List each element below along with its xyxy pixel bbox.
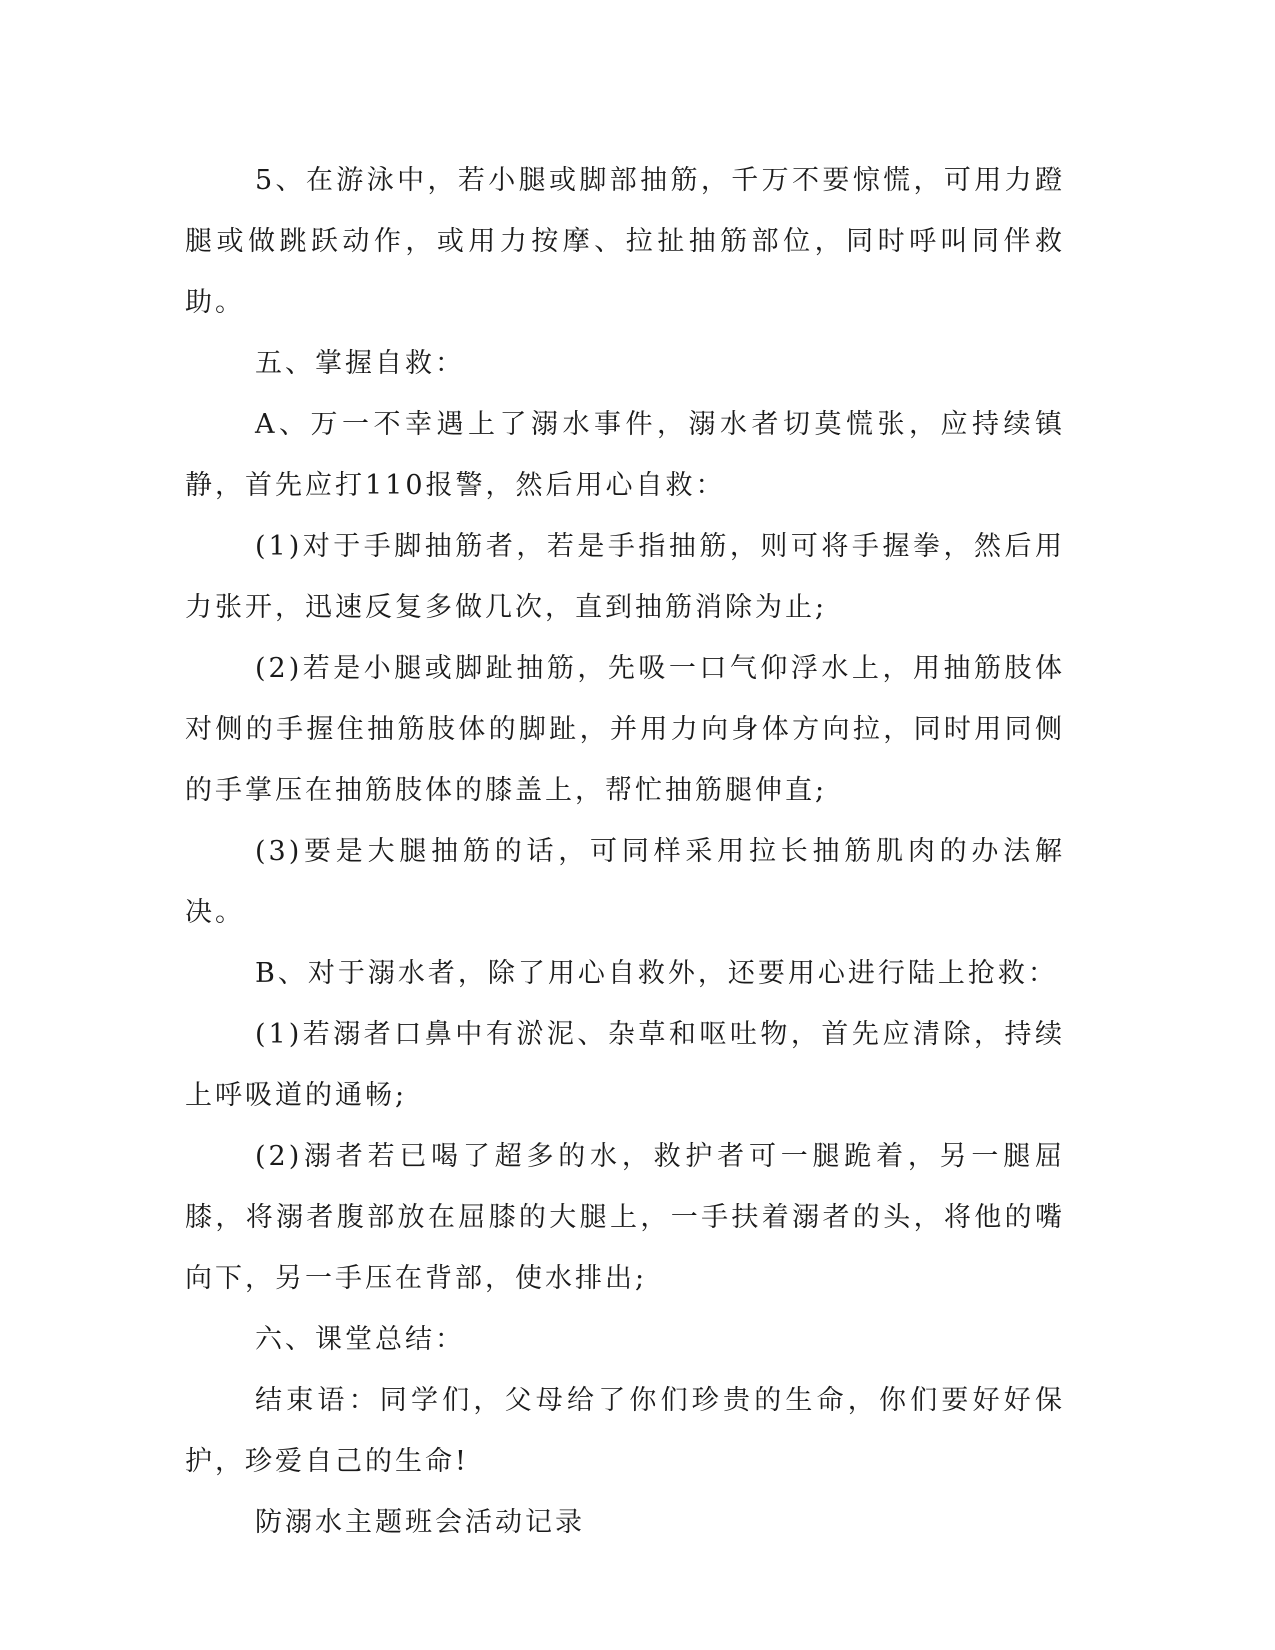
paragraph-self-rescue-intro: A、万一不幸遇上了溺水事件，溺水者切莫慌张，应持续镇静，首先应打110报警，然后用心自救： xyxy=(185,409,1065,501)
paragraph-hand-cramp: (1)对于手脚抽筋者，若是手指抽筋，则可将手握拳，然后用力张开，迅速反复多做几次，直到抽筋消除为止; xyxy=(185,531,1065,623)
paragraph-thigh-cramp: (3)要是大腿抽筋的话，可同样采用拉长抽筋肌肉的办法解决。 xyxy=(185,836,1065,928)
heading-activity-record: 防溺水主题班会活动记录 xyxy=(255,1507,585,1538)
paragraph-drain-water: (2)溺者若已喝了超多的水，救护者可一腿跪着，另一腿屈膝，将溺者腹部放在屈膝的大腿上，一手扶着溺者的头，将他的嘴向下，另一手压在背部，使水排出; xyxy=(185,1141,1065,1294)
document-page xyxy=(185,150,1065,1553)
heading-self-rescue: 五、掌握自救： xyxy=(255,348,465,379)
paragraph-leg-cramp: (2)若是小腿或脚趾抽筋，先吸一口气仰浮水上，用抽筋肢体对侧的手握住抽筋肢体的脚趾，并用力向身体方向拉，同时用同侧的手掌压在抽筋肢体的膝盖上，帮忙抽筋腿伸直; xyxy=(185,653,1065,806)
paragraph-cramp-advice: 5、在游泳中，若小腿或脚部抽筋，千万不要惊慌，可用力蹬腿或做跳跃动作，或用力按摩、拉扯抽筋部位，同时呼叫同伴救助。 xyxy=(185,165,1065,318)
heading-class-summary: 六、课堂总结： xyxy=(255,1324,465,1355)
paragraph-closing-remarks: 结束语：同学们，父母给了你们珍贵的生命，你们要好好保护，珍爱自己的生命! xyxy=(185,1385,1065,1477)
paragraph-land-rescue-intro: B、对于溺水者，除了用心自救外，还要用心进行陆上抢救： xyxy=(255,958,1058,989)
paragraph-clear-airway: (1)若溺者口鼻中有淤泥、杂草和呕吐物，首先应清除，持续上呼吸道的通畅; xyxy=(185,1019,1065,1111)
